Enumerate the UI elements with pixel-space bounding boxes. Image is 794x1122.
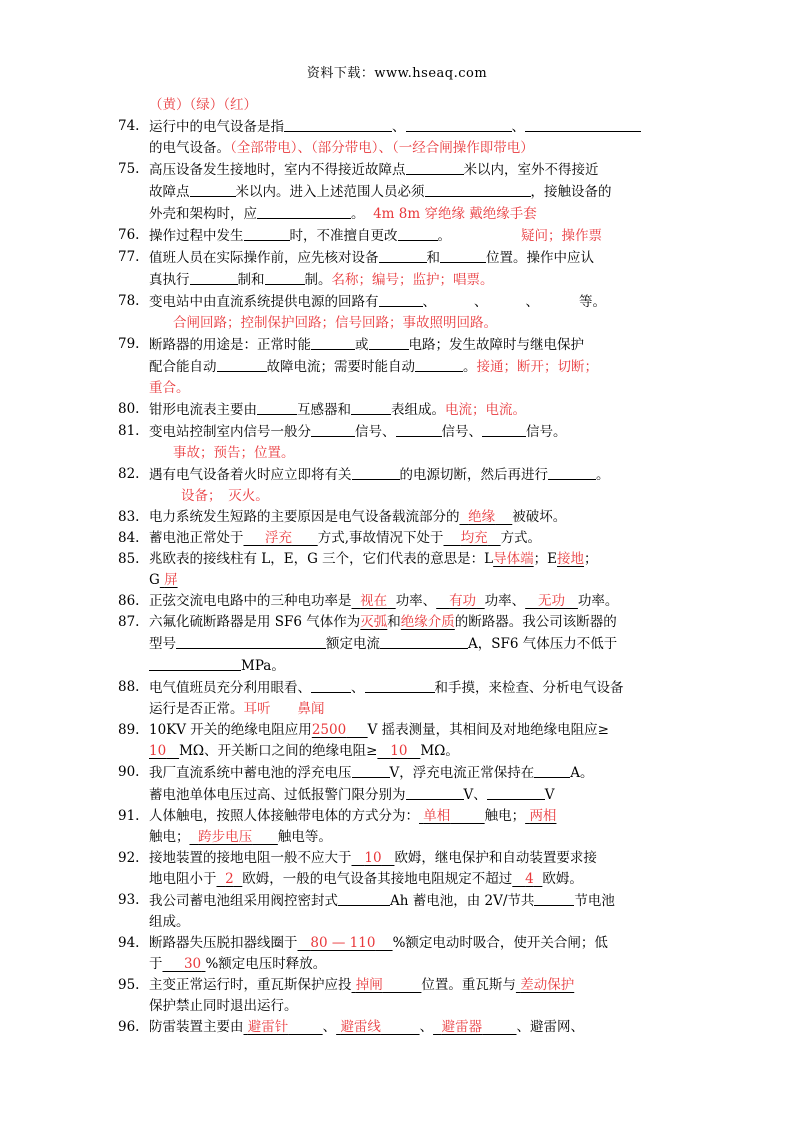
answer-value: 差动保护 bbox=[520, 977, 575, 993]
question-text: 或 bbox=[355, 337, 369, 353]
question-78 bbox=[118, 291, 693, 334]
question-text: V、 bbox=[463, 787, 487, 803]
question-text: 我厂直流系统中蓄电池的浮充电压 bbox=[149, 765, 352, 781]
answer-text bbox=[244, 1019, 323, 1035]
answer-text bbox=[160, 572, 178, 588]
answer-text bbox=[377, 743, 420, 759]
page-header: 资料下载：www.hseaq.com bbox=[306, 66, 488, 81]
question-text: 节电池 bbox=[574, 893, 615, 909]
answer-text: 绝缘介质 bbox=[400, 614, 455, 630]
question-text: 组成。 bbox=[149, 914, 190, 930]
question-text: 变电站中由直流系统提供电源的回路有 bbox=[149, 294, 379, 310]
answer-text bbox=[436, 593, 484, 609]
question-text: 电力系统发生短路的主要原因是电气设备载流部分的 bbox=[149, 509, 460, 525]
question-text: 人体触电，按照人体接触带电体的方式分为： bbox=[149, 808, 419, 824]
answer-text bbox=[149, 743, 179, 759]
answer-text bbox=[512, 871, 542, 887]
answer-text: 重合。 bbox=[149, 380, 190, 396]
answer-text: 事故；预告；位置。 bbox=[173, 445, 295, 461]
question-text: 等。 bbox=[579, 294, 606, 310]
blank[interactable] bbox=[190, 269, 238, 285]
question-text: 型号 bbox=[149, 636, 176, 652]
answer-text bbox=[525, 808, 556, 824]
answer-text bbox=[190, 829, 278, 845]
answer-text: 接通；断开；切断； bbox=[476, 359, 598, 375]
question-text: 和手摸，来检查、分析电气设备 bbox=[434, 680, 624, 696]
answer-value: 均充 bbox=[460, 530, 488, 546]
question-text: 表组成。 bbox=[391, 402, 445, 418]
question-text: 和 bbox=[426, 250, 440, 266]
question-text: 六氟化硫断路器是用 SF6 气体作为 bbox=[149, 614, 361, 630]
question-number: 96. bbox=[118, 1019, 140, 1035]
blank[interactable] bbox=[369, 334, 409, 350]
question-text: 地电阻小于 bbox=[149, 871, 217, 887]
answer-text bbox=[419, 808, 485, 824]
answer-text: 电流；电流。 bbox=[445, 402, 526, 418]
answer-text bbox=[312, 722, 368, 738]
question-text: 高压设备发生接地时，室内不得接近故障点 bbox=[149, 162, 406, 178]
question-text: 功率、 bbox=[395, 593, 437, 609]
question-text: 变电站控制室内信号一般分 bbox=[149, 424, 311, 440]
answer-text: 灭弧 bbox=[360, 614, 388, 630]
question-text: V bbox=[544, 787, 555, 803]
question-number: 85. bbox=[118, 551, 140, 567]
question-93 bbox=[118, 890, 693, 933]
question-text: MΩ。 bbox=[420, 743, 459, 759]
question-text: 主变正常运行时，重瓦斯保护应投 bbox=[149, 977, 352, 993]
question-number: 78. bbox=[118, 293, 140, 309]
answer-value: 避雷线 bbox=[340, 1019, 381, 1035]
question-96 bbox=[118, 1017, 693, 1038]
question-number: 88. bbox=[118, 679, 140, 695]
question-75 bbox=[118, 159, 693, 225]
answer-value: 80 — 110 bbox=[310, 935, 376, 951]
question-text: 信号、 bbox=[441, 424, 482, 440]
question-number: 83. bbox=[118, 509, 140, 525]
question-text: 钳形电流表主要由 bbox=[149, 402, 257, 418]
answer-value: 绝缘 bbox=[468, 509, 496, 525]
question-text: 操作过程中发生 bbox=[149, 228, 244, 244]
answer-value: 避雷针 bbox=[247, 1019, 289, 1035]
question-text: 防雷装置主要由 bbox=[149, 1019, 244, 1035]
question-text: 故障点 bbox=[149, 184, 190, 200]
question-text: 方式,事故情况下处于 bbox=[317, 530, 444, 546]
blank[interactable] bbox=[396, 421, 442, 437]
question-text: 米以内。进入上述范围人员必须 bbox=[235, 184, 425, 200]
blank[interactable] bbox=[482, 421, 526, 437]
question-text: 、 bbox=[525, 294, 539, 310]
answer-value: 避雷器 bbox=[441, 1019, 483, 1035]
blank[interactable] bbox=[406, 116, 512, 132]
question-91 bbox=[118, 806, 693, 848]
question-83 bbox=[118, 507, 693, 528]
answer-line-73 bbox=[118, 95, 693, 116]
question-text: 兆欧表的接线柱有 L，E，G 三个，它们代表的意思是：L bbox=[149, 551, 494, 567]
answer-text bbox=[298, 935, 393, 951]
question-text: 蓄电池单体电压过高、过低报警门限分别为 bbox=[149, 787, 406, 803]
question-text: 保护禁止同时退出运行。 bbox=[149, 998, 298, 1014]
question-text: 。 bbox=[437, 228, 451, 244]
question-text: MPa。 bbox=[241, 658, 285, 674]
answer-text: 导体端 bbox=[493, 551, 534, 567]
question-text: V 摇表测量，其相间及对地绝缘电阻应≥ bbox=[367, 722, 609, 738]
answer-value: 30 bbox=[183, 956, 202, 972]
answer-text bbox=[516, 977, 574, 993]
blank[interactable] bbox=[398, 225, 438, 241]
blank[interactable] bbox=[440, 247, 486, 263]
question-text: 。 bbox=[463, 359, 477, 375]
question-number: 77. bbox=[118, 249, 140, 265]
question-text: 欧姆，继电保护和自动装置要求接 bbox=[394, 850, 597, 866]
question-text: 和 bbox=[387, 614, 401, 630]
question-94 bbox=[118, 933, 693, 975]
answer-text bbox=[444, 530, 501, 546]
blank[interactable] bbox=[380, 633, 468, 649]
question-text: 外壳和架构时，应 bbox=[149, 206, 257, 222]
question-text: 遇有电气设备着火时应立即将有关 bbox=[149, 467, 352, 483]
answer-text bbox=[352, 850, 395, 866]
blank[interactable] bbox=[379, 291, 423, 307]
question-92 bbox=[118, 848, 693, 890]
question-number: 81. bbox=[118, 423, 140, 439]
question-95 bbox=[118, 975, 693, 1017]
question-82 bbox=[118, 464, 693, 507]
question-text: 被破坏。 bbox=[512, 509, 567, 525]
answer-text bbox=[460, 509, 513, 525]
blank[interactable] bbox=[311, 677, 351, 693]
question-76 bbox=[118, 225, 693, 247]
answer-text bbox=[352, 977, 422, 993]
blank[interactable] bbox=[487, 784, 545, 800]
answer-value: 跨步电压 bbox=[198, 829, 253, 845]
answer-text bbox=[163, 956, 206, 972]
answer-text bbox=[525, 593, 578, 609]
question-text: 触电； bbox=[149, 829, 190, 845]
blank[interactable] bbox=[352, 464, 400, 480]
question-text: 运行中的电气设备是指 bbox=[149, 119, 284, 135]
question-text: 的电气设备。 bbox=[149, 140, 230, 156]
answer-value: 两相 bbox=[529, 808, 557, 824]
question-number: 91. bbox=[118, 808, 140, 824]
blank[interactable] bbox=[190, 181, 236, 197]
answer-value: 单相 bbox=[423, 808, 451, 824]
question-text: 正弦交流电电路中的三种电功率是 bbox=[149, 593, 352, 609]
blank[interactable] bbox=[284, 116, 392, 132]
question-text: ，接触设备的 bbox=[530, 184, 612, 200]
question-number: 84. bbox=[118, 530, 140, 546]
answer-value: 2500 bbox=[311, 722, 347, 738]
question-text: 、 bbox=[419, 1019, 434, 1035]
question-text: 功率。 bbox=[577, 593, 619, 609]
blank[interactable] bbox=[311, 334, 355, 350]
question-74 bbox=[118, 116, 693, 159]
answer-value: 10 bbox=[149, 743, 167, 759]
question-text: 额定电流 bbox=[326, 636, 380, 652]
answer-text: 合闸回路；控制保护回路；信号回路；事故照明回路。 bbox=[173, 315, 497, 331]
question-text: 方式。 bbox=[500, 530, 542, 546]
question-text: %额定电动时吸合，使开关合闸；低 bbox=[392, 935, 608, 951]
answer-value: 10 bbox=[390, 743, 408, 759]
question-text: A。 bbox=[570, 765, 594, 781]
question-text: 、 bbox=[474, 294, 488, 310]
blank[interactable] bbox=[548, 464, 596, 480]
question-text: 、 bbox=[322, 1019, 337, 1035]
question-text: 制。 bbox=[304, 272, 332, 288]
question-number: 76. bbox=[118, 227, 140, 243]
question-text: MΩ、开关断口之间的绝缘电阻≥ bbox=[179, 743, 378, 759]
answer-text: 设备； 灭火。 bbox=[181, 488, 269, 504]
answer-value: 10 bbox=[364, 850, 382, 866]
question-number: 90. bbox=[118, 764, 140, 780]
question-number: 82. bbox=[118, 466, 140, 482]
answer-value: 有功 bbox=[449, 593, 477, 609]
answer-text bbox=[336, 1019, 419, 1035]
question-number: 80. bbox=[118, 401, 140, 417]
question-79 bbox=[118, 334, 693, 399]
question-text: 配合能自动 bbox=[149, 359, 217, 375]
question-text: 位置。重瓦斯与 bbox=[421, 977, 516, 993]
question-number: 95. bbox=[118, 977, 140, 993]
blank[interactable] bbox=[365, 677, 435, 693]
question-text: 位置。操作中应认 bbox=[486, 250, 594, 266]
question-text: G bbox=[149, 572, 160, 588]
question-text: 制和 bbox=[237, 272, 265, 288]
answer-value: 浮充 bbox=[264, 530, 292, 546]
question-text: 接地装置的接地电阻一般不应大于 bbox=[149, 850, 352, 866]
blank[interactable] bbox=[351, 399, 391, 415]
question-85 bbox=[118, 549, 693, 591]
question-77 bbox=[118, 247, 693, 291]
question-text: 欧姆。 bbox=[542, 871, 583, 887]
blank[interactable] bbox=[525, 116, 641, 132]
question-text: 。 bbox=[596, 467, 610, 483]
answer-value: 掉闸 bbox=[355, 977, 383, 993]
answer-text: 4m 8m 穿绝缘 戴绝缘手套 bbox=[373, 206, 537, 222]
question-text: 米以内，室外不得接近 bbox=[463, 162, 599, 178]
answer-text bbox=[352, 593, 396, 609]
question-number: 79. bbox=[118, 336, 140, 352]
question-text: 、 bbox=[392, 119, 406, 135]
blank[interactable] bbox=[257, 203, 351, 219]
answer-text: （全部带电）、（部分带电）、（一经合闸操作即带电） bbox=[230, 140, 534, 156]
question-number: 86. bbox=[118, 593, 140, 609]
question-text: 信号、 bbox=[355, 424, 396, 440]
question-text: 真执行 bbox=[149, 272, 190, 288]
question-number: 92. bbox=[118, 850, 140, 866]
question-number: 87. bbox=[118, 614, 140, 630]
question-88 bbox=[118, 677, 693, 720]
question-text: 信号。 bbox=[526, 424, 567, 440]
question-text: 时，不准擅自更改 bbox=[289, 228, 398, 244]
question-text: Ah 蓄电池，由 2V/节共 bbox=[390, 893, 535, 909]
question-number: 89. bbox=[118, 722, 140, 738]
blank[interactable] bbox=[257, 399, 297, 415]
blank[interactable] bbox=[176, 633, 326, 649]
blank[interactable] bbox=[406, 784, 464, 800]
question-text: V，浮充电流正常保持在 bbox=[389, 765, 535, 781]
answer-text: 名称；编号；监护；唱票。 bbox=[331, 272, 494, 288]
question-text: 。 bbox=[351, 206, 365, 222]
question-number: 94. bbox=[118, 935, 140, 951]
question-87 bbox=[118, 612, 693, 677]
blank[interactable] bbox=[534, 762, 570, 778]
answer-text bbox=[217, 871, 243, 887]
question-text: 值班人员在实际操作前，应先核对设备 bbox=[149, 250, 379, 266]
question-text: 、 bbox=[351, 680, 365, 696]
question-text: A，SF6 气体压力不低于 bbox=[468, 636, 618, 652]
blank[interactable] bbox=[217, 356, 267, 372]
answer-value: 2 bbox=[225, 871, 234, 887]
blank[interactable] bbox=[311, 421, 355, 437]
question-text: ； bbox=[584, 551, 598, 567]
question-number: 75. bbox=[118, 161, 140, 177]
answer-text bbox=[433, 1019, 516, 1035]
question-text: %额定电压时释放。 bbox=[205, 956, 327, 972]
question-86 bbox=[118, 591, 693, 612]
question-text: 、 bbox=[511, 119, 525, 135]
blank[interactable] bbox=[534, 890, 574, 906]
question-text: 电气值班员充分利用眼看、 bbox=[149, 680, 311, 696]
blank[interactable] bbox=[149, 655, 241, 671]
answer-text bbox=[244, 530, 318, 546]
answer-text: 耳听 鼻闻 bbox=[243, 701, 325, 717]
question-90 bbox=[118, 762, 693, 806]
blank[interactable] bbox=[338, 890, 390, 906]
question-text: 运行是否正常。 bbox=[149, 701, 244, 717]
question-text: 触电等。 bbox=[277, 829, 332, 845]
question-text: 断路器的用途是：正常时能 bbox=[149, 337, 311, 353]
question-text: 的电源切断，然后再进行 bbox=[399, 467, 548, 483]
question-list bbox=[118, 95, 693, 1038]
question-text: 故障电流；需要时能自动 bbox=[266, 359, 415, 375]
answer-value: 视在 bbox=[360, 593, 388, 609]
blank[interactable] bbox=[415, 356, 463, 372]
answer-text: （黄）（绿）（红） bbox=[149, 97, 257, 113]
question-text: 的断路器。我公司该断器的 bbox=[454, 614, 617, 630]
question-text: 断路器失压脱扣器线圈于 bbox=[149, 935, 298, 951]
question-text: 欧姆，一般的电气设备其接地电阻规定不超过 bbox=[242, 871, 513, 887]
answer-text: 疑问；操作票 bbox=[521, 228, 602, 244]
question-84 bbox=[118, 528, 693, 549]
blank[interactable] bbox=[379, 247, 427, 263]
question-text: 蓄电池正常处于 bbox=[149, 530, 244, 546]
question-81 bbox=[118, 421, 693, 464]
blank[interactable] bbox=[244, 225, 290, 241]
blank[interactable] bbox=[406, 159, 464, 175]
question-number: 93. bbox=[118, 892, 140, 908]
question-text: 电路；发生故障时与继电保护 bbox=[408, 337, 584, 353]
question-text: 10KV 开关的绝缘电阻应用 bbox=[149, 722, 312, 738]
question-text: 、避雷网、 bbox=[516, 1019, 584, 1035]
question-number: 74. bbox=[118, 118, 140, 134]
question-text: 功率、 bbox=[484, 593, 526, 609]
question-text: 、 bbox=[422, 294, 436, 310]
answer-text: 接地 bbox=[557, 551, 585, 567]
answer-value: 4 bbox=[525, 871, 534, 887]
blank[interactable] bbox=[265, 269, 305, 285]
answer-value: 无功 bbox=[538, 593, 566, 609]
answer-value: 屏 bbox=[164, 572, 178, 588]
question-text: 触电； bbox=[484, 808, 526, 824]
question-text: ；E bbox=[533, 551, 558, 567]
question-text: 互感器和 bbox=[297, 402, 351, 418]
question-text: 我公司蓄电池组采用阀控密封式 bbox=[149, 893, 338, 909]
question-89 bbox=[118, 720, 693, 762]
question-text: 于 bbox=[149, 956, 163, 972]
question-80 bbox=[118, 399, 693, 421]
blank[interactable] bbox=[352, 762, 390, 778]
blank[interactable] bbox=[425, 181, 531, 197]
